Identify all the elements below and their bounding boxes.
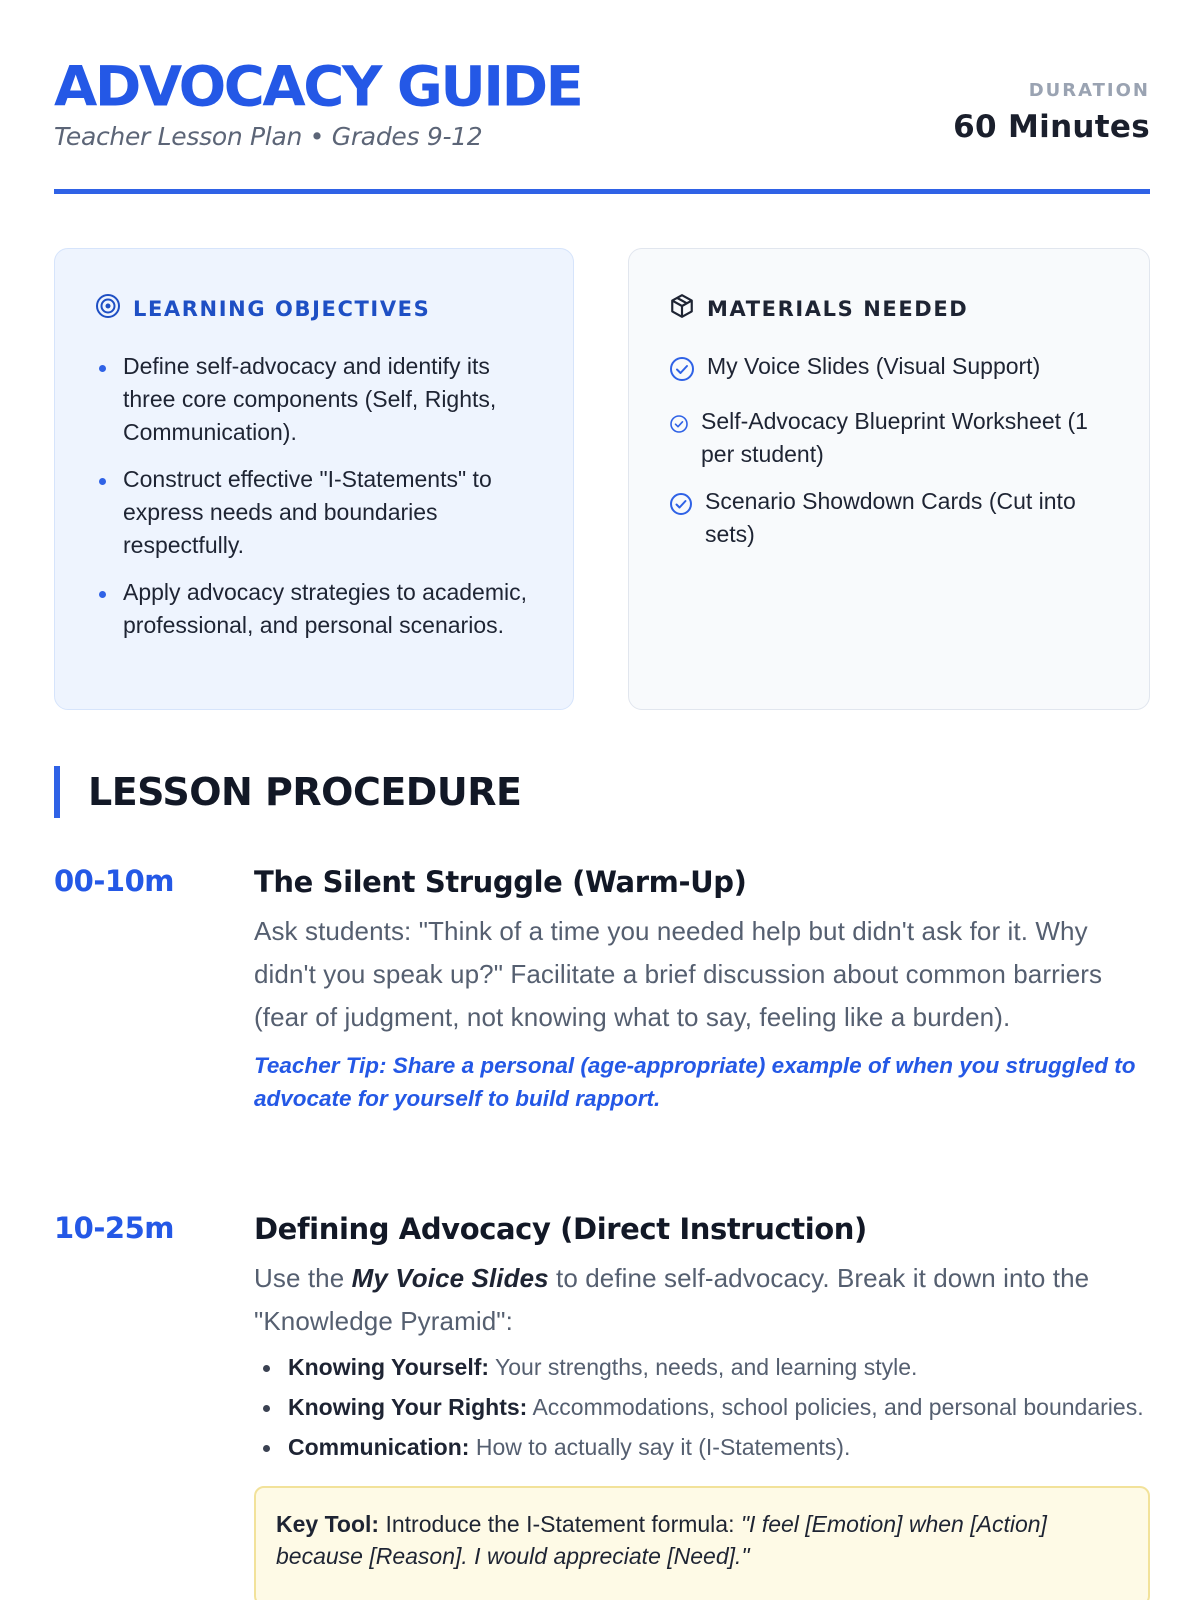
list-item — [669, 485, 1109, 551]
page-subtitle: Teacher Lesson Plan • Grades 9-12 — [54, 122, 483, 151]
page-title: ADVOCACY GUIDE — [54, 55, 582, 120]
check-circle-icon — [669, 356, 695, 391]
step-title: Defining Advocacy (Direct Instruction) — [254, 1212, 867, 1246]
learning-objectives-header — [95, 293, 533, 324]
list-item: Communication: How to actually say it (I-Statements). — [254, 1431, 1150, 1464]
material-text: My Voice Slides (Visual Support) — [707, 353, 1041, 379]
learning-objectives-card — [54, 248, 574, 710]
knowledge-pyramid-list — [254, 1351, 1150, 1464]
package-icon — [669, 293, 695, 324]
materials-needed-card — [628, 248, 1150, 710]
materials-list — [669, 350, 1109, 551]
lesson-procedure-heading: LESSON PROCEDURE — [54, 766, 521, 818]
check-circle-icon — [669, 411, 689, 471]
list-item — [669, 405, 1109, 471]
key-tool-callout: Key Tool: Introduce the I-Statement formula: "I feel [Emotion] when [Action] because [Reason]. I would appreciate [Need]." — [254, 1486, 1150, 1600]
list-item: Construct effective "I-Statements" to express needs and boundaries respectfully. — [95, 463, 533, 562]
step-time: 10-25m — [54, 1211, 174, 1245]
objectives-list — [95, 350, 533, 642]
procedure-step — [54, 864, 1150, 1164]
step-title: The Silent Struggle (Warm-Up) — [254, 865, 747, 899]
step-body — [254, 1211, 1150, 1600]
check-circle-icon — [669, 491, 693, 551]
step-time: 00-10m — [54, 864, 174, 898]
target-icon — [95, 293, 121, 324]
teacher-tip: Teacher Tip: Share a personal (age-appropriate) example of when you struggled to advocate for yourself to build rapport. — [254, 1053, 1136, 1111]
material-text: Scenario Showdown Cards (Cut into sets) — [705, 488, 1076, 547]
material-text: Self-Advocacy Blueprint Worksheet (1 per student) — [701, 408, 1088, 467]
step-description: Ask students: "Think of a time you needed help but didn't ask for it. Why didn't you speak up?" Facilitate a brief discussion about common barriers (fear of judgment, not knowing what to say, feeling like a burden). — [254, 916, 1103, 1032]
duration-block — [953, 80, 1150, 145]
key-tool-label: Key Tool: — [276, 1511, 380, 1537]
step-body — [254, 864, 1150, 1115]
step-description: Use the My Voice Slides to define self-advocacy. Break it down into the "Knowledge Pyramid": — [254, 1263, 1090, 1336]
i-statement-formula: "I feel [Emotion] when [Action] because [Reason]. I would appreciate [Need]." — [276, 1511, 1047, 1569]
list-item — [669, 350, 1109, 391]
learning-objectives-title: LEARNING OBJECTIVES — [133, 296, 431, 321]
procedure-step — [54, 1211, 1150, 1600]
list-item: Knowing Your Rights: Accommodations, school policies, and personal boundaries. — [254, 1391, 1150, 1424]
materials-needed-title: MATERIALS NEEDED — [707, 296, 969, 321]
materials-needed-header — [669, 293, 1109, 324]
list-item: Apply advocacy strategies to academic, professional, and personal scenarios. — [95, 576, 533, 642]
page-header — [54, 56, 1150, 194]
list-item: Knowing Yourself: Your strengths, needs, and learning style. — [254, 1351, 1150, 1384]
duration-value: 60 Minutes — [953, 109, 1150, 145]
duration-label: DURATION — [1028, 80, 1150, 101]
slides-reference: My Voice Slides — [351, 1263, 549, 1293]
list-item: Define self-advocacy and identify its three core components (Self, Rights, Communication). — [95, 350, 533, 449]
